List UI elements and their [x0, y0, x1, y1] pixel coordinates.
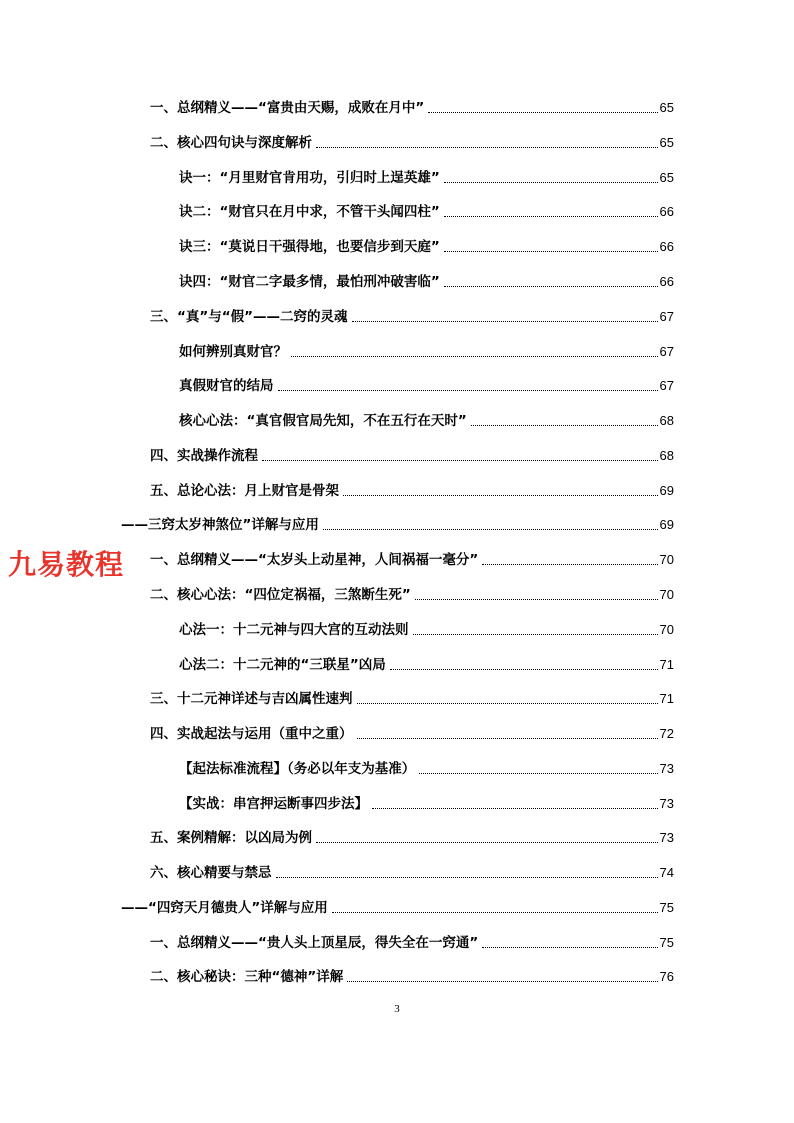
toc-entry[interactable] [179, 793, 674, 815]
toc-entry-title: 【实战：串宫押运断事四步法】 [179, 796, 368, 812]
toc-leader-dots [444, 250, 658, 252]
toc-entry[interactable] [179, 758, 674, 780]
toc-leader-dots [444, 285, 658, 287]
toc-entry-page: 75 [659, 935, 674, 950]
toc-entry-title: 五、案例精解：以凶局为例 [150, 830, 312, 846]
toc-entry-title: 二、核心秘诀：三种“德神”详解 [150, 969, 344, 985]
toc-leader-dots [390, 668, 658, 670]
watermark-logo: 九易教程 [8, 548, 125, 581]
toc-leader-dots [316, 841, 658, 843]
toc-entry-title: 心法二：十二元神的“三联星”凶局 [179, 657, 386, 673]
toc-leader-dots [343, 494, 658, 496]
toc-entry[interactable] [179, 619, 674, 641]
toc-leader-dots [357, 737, 658, 739]
toc-entry-page: 68 [659, 413, 674, 428]
toc-leader-dots [471, 424, 658, 426]
toc-leader-dots [415, 598, 658, 600]
toc-entry-title: 四、实战操作流程 [150, 448, 258, 464]
toc-entry-title: 诀一：“月里财官肯用功，引归时上逞英雄” [179, 170, 440, 186]
toc-entry-title: 四、实战起法与运用（重中之重） [150, 726, 353, 742]
toc-entry-page: 76 [659, 969, 674, 984]
toc-entry-page: 65 [659, 100, 674, 115]
toc-entry[interactable] [150, 688, 674, 710]
toc-entry-page: 66 [659, 239, 674, 254]
toc-leader-dots [276, 876, 658, 878]
toc-entry[interactable] [150, 584, 674, 606]
toc-entry-page: 65 [659, 170, 674, 185]
toc-entry[interactable] [150, 862, 674, 884]
toc-entry-page: 67 [659, 344, 674, 359]
toc-entry-title: 核心心法：“真官假官局先知，不在五行在天时” [179, 413, 467, 429]
toc-leader-dots [352, 320, 658, 322]
toc-entry-page: 66 [659, 274, 674, 289]
toc-entry[interactable] [179, 375, 674, 397]
toc-entry-title: 一、总纲精义——“富贵由天赐，成败在月中” [150, 100, 425, 116]
toc-entry-page: 69 [659, 517, 674, 532]
toc-entry-title: 如何辨别真财官？ [179, 344, 287, 360]
toc-entry-page: 67 [659, 309, 674, 324]
toc-entry-title: 二、核心四句诀与深度解析 [150, 135, 312, 151]
toc-leader-dots [332, 911, 658, 913]
toc-entry-title: 诀四：“财官二字最多情，最怕刑冲破害临” [179, 274, 440, 290]
toc-entry-page: 67 [659, 378, 674, 393]
toc-leader-dots [262, 459, 658, 461]
toc-entry-title: 心法一：十二元神与四大宫的互动法则 [179, 622, 409, 638]
toc-entry-page: 70 [659, 587, 674, 602]
toc-entry-page: 65 [659, 135, 674, 150]
toc-leader-dots [444, 181, 658, 183]
toc-entry-title: ——三窍太岁神煞位”详解与应用 [121, 517, 319, 533]
toc-leader-dots [278, 389, 658, 391]
toc-entry-page: 72 [659, 726, 674, 741]
toc-entry[interactable] [179, 271, 674, 293]
toc-entry-page: 73 [659, 761, 674, 776]
toc-entry-page: 66 [659, 204, 674, 219]
toc-entry-title: 【起法标准流程】（务必以年支为基准） [179, 761, 416, 777]
toc-entry[interactable] [150, 97, 674, 119]
toc-entry[interactable] [179, 167, 674, 189]
toc-entry[interactable] [121, 897, 674, 919]
toc-entry[interactable] [179, 410, 674, 432]
toc-entry[interactable] [179, 341, 674, 363]
toc-entry[interactable] [150, 445, 674, 467]
toc-entry-title: 五、总论心法：月上财官是骨架 [150, 483, 339, 499]
toc-entry-page: 69 [659, 483, 674, 498]
toc-leader-dots [347, 980, 657, 982]
toc-leader-dots [482, 946, 657, 948]
toc-entry-title: 三、十二元神详述与吉凶属性速判 [150, 691, 353, 707]
toc-leader-dots [323, 528, 658, 530]
toc-entry[interactable] [150, 480, 674, 502]
toc-entry[interactable] [179, 654, 674, 676]
toc-leader-dots [482, 563, 657, 565]
toc-entry-page: 73 [659, 796, 674, 811]
toc-entry[interactable] [150, 306, 674, 328]
toc-entry[interactable] [150, 827, 674, 849]
toc-leader-dots [357, 702, 658, 704]
toc-leader-dots [372, 807, 658, 809]
toc-entry-page: 68 [659, 448, 674, 463]
toc-entry-page: 70 [659, 552, 674, 567]
toc-entry[interactable] [150, 549, 674, 571]
toc-entry[interactable] [150, 723, 674, 745]
toc-entry-title: ——“四窍天月德贵人”详解与应用 [121, 900, 328, 916]
toc-entry-title: 诀二：“财官只在月中求，不管干头闻四柱” [179, 204, 440, 220]
toc-entry-page: 75 [659, 900, 674, 915]
toc-leader-dots [428, 111, 657, 113]
toc-entry[interactable] [121, 514, 674, 536]
toc-entry-page: 71 [659, 691, 674, 706]
toc-entry-title: 六、核心精要与禁忌 [150, 865, 272, 881]
toc-leader-dots [419, 772, 657, 774]
toc-entry-page: 70 [659, 622, 674, 637]
toc-entry[interactable] [150, 132, 674, 154]
toc-entry[interactable] [150, 932, 674, 954]
toc-entry[interactable] [150, 966, 674, 988]
toc-entry-title: 二、核心心法：“四位定祸福，三煞断生死” [150, 587, 411, 603]
toc-leader-dots [316, 146, 658, 148]
toc-entry[interactable] [179, 201, 674, 223]
toc-leader-dots [291, 355, 658, 357]
toc-entry-title: 一、总纲精义——“贵人头上顶星辰，得失全在一窍通” [150, 935, 479, 951]
toc-entry-page: 74 [659, 865, 674, 880]
toc-entry-page: 73 [659, 830, 674, 845]
toc-entry-page: 71 [659, 657, 674, 672]
toc-entry-title: 一、总纲精义——“太岁头上动星神，人间祸福一毫分” [150, 552, 479, 568]
toc-leader-dots [413, 633, 658, 635]
page-number: 3 [394, 1003, 400, 1015]
toc-entry-title: 诀三：“莫说日干强得地，也要信步到天庭” [179, 239, 440, 255]
toc-entry-title: 真假财官的结局 [179, 378, 274, 394]
toc-entry[interactable] [179, 236, 674, 258]
toc-leader-dots [444, 215, 658, 217]
toc-entry-title: 三、“真”与“假”——二窍的灵魂 [150, 309, 348, 325]
